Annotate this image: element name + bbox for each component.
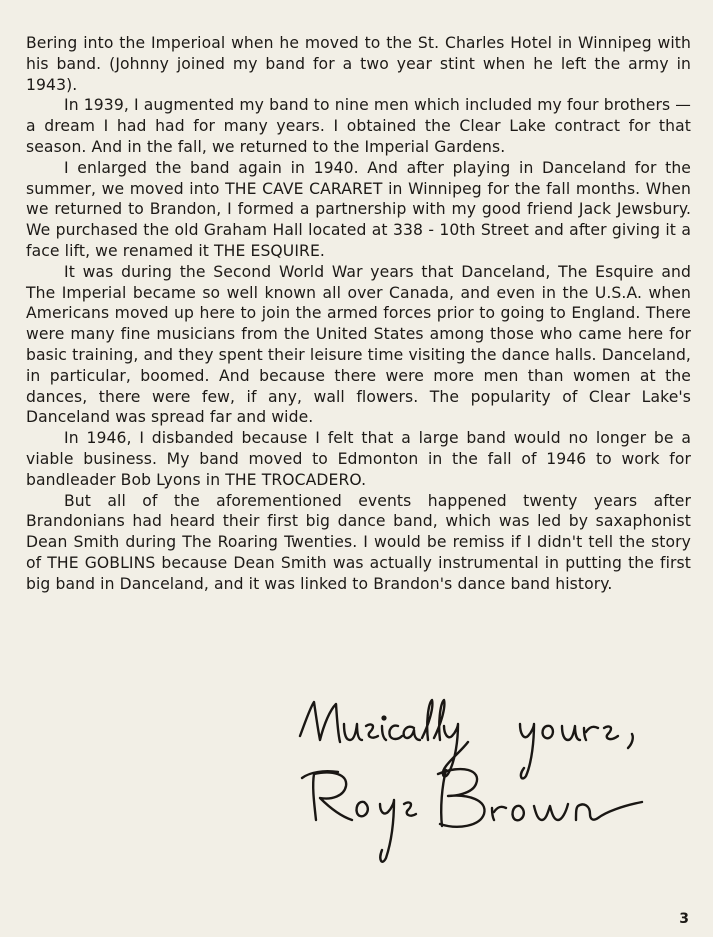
paragraph-5: In 1946, I disbanded because I felt that a large band would no longer be a viable business. My band moved to Edmonton in the fall of 1946 to work for bandleader Bob Lyons in THE TROCADERO. [26, 429, 691, 489]
paragraph-2: In 1939, I augmented my band to nine men which included my four brothers — a dream I had had for many years. I obtained the Clear Lake contract for that season. And in the fall, we returned to the Imperial Gardens. [26, 96, 691, 156]
paragraph-4: It was during the Second World War years that Danceland, The Esquire and The Imperial became so well known all over Canada, and even in the U.S.A. when Americans moved up here to join the armed forces prior to going to England. There were many fine musicians from the United States among those who came here for basic training, and they spent their leisure time visiting the dance halls. Danceland, in particular, boomed. And because there were more men than women at the dances, there were few, if any, wall flowers. The popularity of Clear Lake's Danceland was spread far and wide. [26, 262, 691, 427]
page-number: 3 [679, 911, 689, 927]
paragraph-3: I enlarged the band again in 1940. And after playing in Danceland for the summer, we moved into THE CAVE CARARET in Winnipeg for the fall months. When we returned to Brandon, I formed a partnership with my good friend Jack Jewsbury. We purchased the old Graham Hall located at 338 - 10th Street and after giving it a face lift, we renamed it THE ESQUIRE. [26, 158, 691, 260]
handwritten-signature [292, 690, 672, 880]
paragraph-6: But all of the aforementioned events happened twenty years after Brandonians had heard their first big dance band, which was led by saxaphonist Dean Smith during The Roaring Twenties. I would be remiss if I didn't tell the story of THE GOBLINS because Dean Smith was actually instrumental in putting the first big band in Danceland, and it was linked to Brandon's dance band history. [26, 491, 691, 593]
paragraph-1: Bering into the Imperioal when he moved to the St. Charles Hotel in Winnipeg with his band. (Johnny joined my band for a two year stint when he left the army in 1943). [26, 34, 691, 94]
body-text [26, 33, 691, 595]
